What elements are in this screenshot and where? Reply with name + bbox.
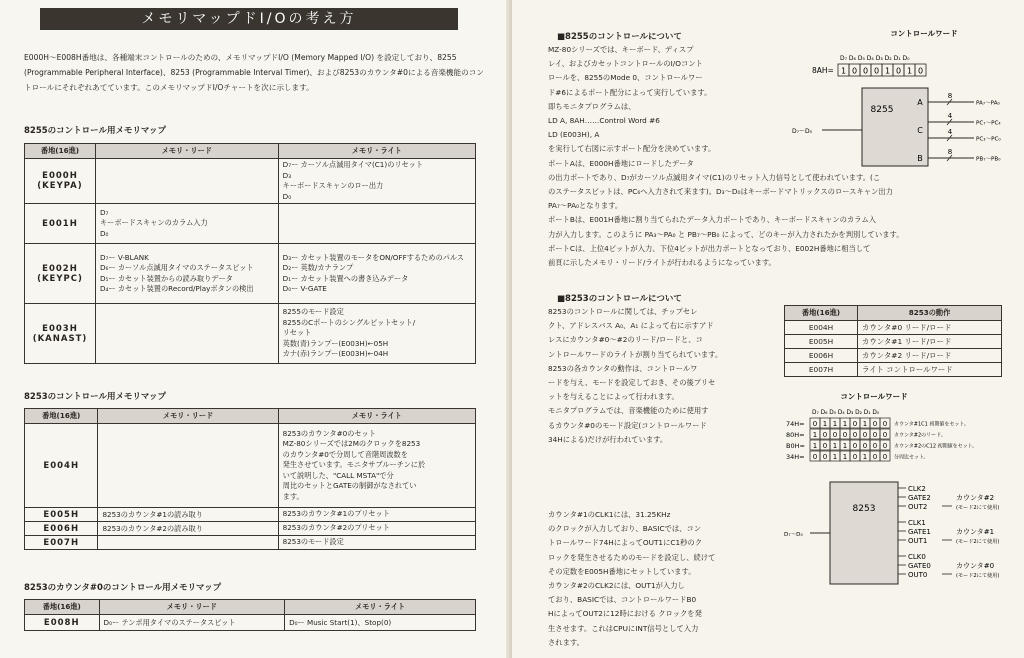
write-line: 英数(青)ランプー(E003H)←05H bbox=[282, 338, 389, 348]
bit-value: 0 bbox=[882, 442, 888, 450]
bit-value: 0 bbox=[822, 442, 828, 450]
chip-name: 8253 bbox=[852, 504, 876, 514]
paragraph-line: 34Hによる)だけが行われています。 bbox=[548, 434, 668, 444]
paragraph-line: クト、アドレスバス A₀、A₁ によって右に示すアド bbox=[548, 321, 714, 331]
column-header-read: メモリ・リード bbox=[95, 144, 278, 159]
table-row bbox=[25, 522, 476, 536]
paragraph-line: ド#6によるポート配分によって実行しています。 bbox=[548, 87, 712, 97]
paragraph-line: レスにカウンタ#0〜#2のリード/ロードと、コ bbox=[548, 335, 703, 345]
write-line: D₃ー カセット装置のモータをON/OFFするためのパルス bbox=[282, 252, 464, 262]
read-cell: 8253のカウンタ#1の読み取り bbox=[98, 508, 278, 522]
column-header-operation: 8253の動作 bbox=[858, 306, 1002, 321]
read-cell bbox=[98, 536, 278, 550]
pin-label: GATE0 bbox=[908, 562, 931, 570]
bit-value: 1 bbox=[812, 431, 818, 439]
hex-value: B0H= bbox=[786, 442, 805, 450]
input-label: D₇〜D₀ bbox=[792, 128, 813, 135]
bit-value: 0 bbox=[872, 453, 878, 461]
output-label: PB₇〜PB₀ bbox=[976, 156, 1001, 163]
pin-label: CLK0 bbox=[908, 553, 926, 561]
table-row bbox=[25, 304, 476, 364]
bus-width: 4 bbox=[947, 128, 953, 136]
counter-label: カウンタ#1 bbox=[956, 528, 995, 536]
bit-value: 0 bbox=[882, 453, 888, 461]
bit-labels: D₇ D₆ D₅ D₄ D₃ D₂ D₁ D₀ bbox=[840, 55, 910, 62]
pin-label: OUT2 bbox=[908, 503, 928, 511]
bit-value: 1 bbox=[842, 442, 848, 450]
write-cell: D₀ー Music Start(1)、Stop(0) bbox=[285, 615, 476, 631]
bit-value: 1 bbox=[840, 66, 847, 76]
read-line: D₇ー V-BLANK bbox=[99, 252, 149, 262]
table-row bbox=[785, 363, 1002, 377]
table-8253-operations bbox=[784, 305, 1002, 377]
bit-value: 1 bbox=[832, 420, 838, 428]
bit-value: 1 bbox=[884, 66, 891, 76]
write-cell bbox=[278, 304, 475, 364]
address-cell: E008H bbox=[25, 615, 100, 631]
paragraph-line: 前頁に示したメモリ・リード/ライトが行われるようになっています。 bbox=[548, 258, 776, 268]
read-cell: D₀ー テンポ用タイマのステータスビット bbox=[99, 615, 285, 631]
hex-value: 34H= bbox=[786, 453, 805, 461]
bit-value: 0 bbox=[862, 442, 868, 450]
bit-value: 0 bbox=[852, 420, 858, 428]
counter-label: カウンタ#0 bbox=[956, 562, 995, 570]
table-row bbox=[785, 335, 1002, 349]
pin-label: CLK2 bbox=[908, 485, 926, 493]
paragraph-line: 力が入力します。このように PA₃〜PA₀ と PB₇〜PB₀ によって、どのキーが入力されたかを判別しています。 bbox=[548, 229, 904, 239]
table-row bbox=[785, 349, 1002, 363]
write-line: 8253のモード設定 bbox=[282, 537, 344, 547]
bit-value: 1 bbox=[812, 442, 818, 450]
column-header-address: 番地(16進) bbox=[785, 306, 858, 321]
output-label: PC₇〜PC₄ bbox=[976, 120, 1001, 127]
paragraph-line: ットを与えることによって行われます。 bbox=[548, 392, 679, 402]
operation-cell: カウンタ#1 リード/ロード bbox=[858, 335, 1002, 349]
bit-value: 0 bbox=[872, 420, 878, 428]
output-label: PA₇〜PA₀ bbox=[976, 100, 1000, 107]
bus-width: 4 bbox=[947, 112, 953, 120]
paragraph-line: 8253のコントロールに関しては、チップセレ bbox=[548, 307, 698, 316]
write-line: 周比のセットとGATEの制御がなされてい bbox=[282, 481, 417, 491]
write-cell bbox=[278, 424, 475, 508]
table-row bbox=[25, 536, 476, 550]
word-note: カウンタ#1C1 初期値をセット。 bbox=[894, 421, 969, 428]
write-cell bbox=[278, 159, 475, 204]
table-row bbox=[25, 244, 476, 304]
address-label: (KANAST) bbox=[32, 333, 88, 344]
bit-value: 1 bbox=[842, 420, 848, 428]
paragraph-line: ードを与え、モードを設定しておき、その後プリセ bbox=[548, 378, 716, 388]
bit-value: 0 bbox=[872, 442, 878, 450]
bit-value: 0 bbox=[852, 442, 858, 450]
hex-value: 8AH= bbox=[812, 66, 834, 75]
write-line: カナ(赤)ランプー(E003H)←04H bbox=[282, 349, 389, 359]
paragraph-line: MZ-80シリーズでは、キーボード、ディスプ bbox=[548, 45, 694, 54]
read-line: D₀ bbox=[99, 228, 109, 238]
read-line: D₄ー カセット装置のRecord/Playボタンの検出 bbox=[99, 284, 254, 293]
bit-value: 1 bbox=[832, 442, 838, 450]
address-cell: E007H bbox=[25, 536, 98, 550]
bit-value: 0 bbox=[873, 66, 880, 76]
bit-value: 0 bbox=[842, 431, 848, 439]
address-cell bbox=[25, 159, 96, 204]
read-line: D₅ー カセット装置からの読み取りデータ bbox=[99, 273, 233, 283]
table-row bbox=[25, 508, 476, 522]
paragraph-line: ロールを、8255のMode 0、コントロールワー bbox=[548, 73, 703, 83]
section-counter0-map-title: 8253のカウンタ#0のコントロール用メモリマップ bbox=[24, 583, 222, 593]
write-line: 発生させています。モニタサブルーチンに於 bbox=[282, 460, 426, 470]
word-note: カウンタ#2のリード。 bbox=[894, 432, 946, 439]
chip-name: 8255 bbox=[870, 105, 894, 115]
paragraph-line: HによってOUT2に12時における クロックを発 bbox=[548, 609, 702, 619]
address-cell: E007H bbox=[785, 363, 858, 377]
read-line: D₇ bbox=[99, 207, 109, 217]
write-cell bbox=[278, 508, 475, 522]
read-cell bbox=[95, 204, 278, 244]
address-label: (KEYPA) bbox=[37, 181, 83, 191]
bit-value: 0 bbox=[862, 431, 868, 439]
input-label: D₇〜D₀ bbox=[784, 532, 803, 538]
diagram-title: コントロールワード bbox=[840, 392, 908, 401]
bit-value: 0 bbox=[895, 66, 902, 76]
address-value: E000H bbox=[42, 171, 78, 181]
diagram-8253-counters bbox=[782, 476, 1018, 588]
bit-value: 0 bbox=[832, 431, 838, 439]
paragraph-8253-control bbox=[548, 305, 784, 447]
address-cell bbox=[25, 244, 96, 304]
paragraph-line: ポートCは、上位4ビットが入力、下位4ビットが出力ポートとなっており、E002H番地に相当して bbox=[548, 243, 871, 253]
paragraph-line: PA₇〜PA₀となります。 bbox=[548, 201, 623, 211]
counter-note: (モード2にて使用) bbox=[956, 539, 1000, 545]
paragraph-line: カウンタ#1のCLK1には、31.25KHz bbox=[548, 510, 671, 519]
write-line: 8255のモード設定 bbox=[282, 307, 344, 317]
read-cell bbox=[95, 244, 278, 304]
chip-body bbox=[830, 482, 898, 584]
paragraph-line: るカウンタ#0のモード設定(コントロールワード bbox=[548, 420, 707, 430]
address-cell: E006H bbox=[25, 522, 98, 536]
bit-value: 0 bbox=[822, 431, 828, 439]
section-8253-control-title: ■8253のコントロールについて bbox=[557, 294, 682, 304]
hex-value: 74H= bbox=[786, 420, 805, 428]
bit-value: 0 bbox=[822, 453, 828, 461]
output-label: PC₃〜PC₀ bbox=[976, 136, 1001, 143]
write-line: キーボードスキャンのロー出力 bbox=[282, 181, 384, 190]
write-line: D₀ bbox=[282, 191, 292, 201]
write-cell bbox=[278, 522, 475, 536]
paragraph-line: のステータスビットは、PC₆へ入力されて来ます)。D₃〜D₀はキーボードマトリックスのロースキャン出力 bbox=[548, 187, 893, 197]
section-8255-control-title: ■8255のコントロールについて bbox=[557, 32, 682, 42]
paragraph-line: モニタプログラムでは、音楽機能のために使用す bbox=[548, 406, 709, 416]
address-value: E003H bbox=[42, 323, 78, 334]
paragraph-line: LD A, 8AH‥‥‥Control Word #6 bbox=[548, 116, 660, 126]
write-line: D₃ bbox=[282, 170, 292, 180]
paragraph-line: ロックを発生させるためのモードを設定し、続けて bbox=[548, 552, 716, 562]
write-line: のカウンタ#0で分周して音階周波数を bbox=[282, 449, 408, 459]
pin-label: OUT0 bbox=[908, 571, 928, 579]
paragraph-line: ポートAは、E000H番地にロードしたデータ bbox=[548, 158, 694, 168]
table-8255-map bbox=[24, 143, 476, 364]
paragraph-line: ており、BASICでは、コントロールワードB0 bbox=[548, 595, 697, 605]
paragraph-line: LD (E003H), A bbox=[548, 130, 600, 140]
write-line: 8253のカウンタ#1のプリセット bbox=[282, 509, 390, 519]
column-header-write: メモリ・ライト bbox=[285, 600, 476, 615]
bit-value: 1 bbox=[862, 420, 868, 428]
bus-width: 8 bbox=[947, 148, 953, 156]
column-header-write: メモリ・ライト bbox=[278, 144, 475, 159]
table-row bbox=[25, 204, 476, 244]
right-page bbox=[512, 0, 1024, 658]
write-line: リセット bbox=[282, 328, 312, 338]
page-title: メモリマップドI/Oの考え方 bbox=[40, 8, 458, 30]
paragraph-line: トロールワード74HによってOUT1にC1秒のク bbox=[548, 538, 702, 548]
write-cell bbox=[278, 244, 475, 304]
read-cell: 8253のカウンタ#2の読み取り bbox=[98, 522, 278, 536]
read-line: D₆ー カーソル点滅用タイマのステータスビット bbox=[99, 263, 254, 272]
bit-value: 1 bbox=[822, 420, 828, 428]
diagram-title: コントロールワード bbox=[890, 29, 958, 38]
address-cell: E005H bbox=[25, 508, 98, 522]
address-cell: E006H bbox=[785, 349, 858, 363]
hex-value: 80H= bbox=[786, 431, 805, 439]
column-header-addr: 番地(16進) bbox=[25, 144, 96, 159]
column-header-addr: 番地(16進) bbox=[25, 600, 100, 615]
address-cell: E004H bbox=[25, 424, 98, 508]
bit-value: 1 bbox=[842, 453, 848, 461]
counter-label: カウンタ#2 bbox=[956, 494, 995, 502]
address-cell bbox=[25, 204, 96, 244]
write-line: D₁ー カセット装置への書き込みデータ bbox=[282, 273, 409, 283]
port-label: A bbox=[917, 98, 923, 107]
paragraph-line: ポートBは、E001H番地に割り当てられたデータ入力ポートであり、キーボードスキャンのカラム入 bbox=[548, 215, 877, 225]
pin-label: GATE2 bbox=[908, 494, 931, 502]
operation-cell: カウンタ#0 リード/ロード bbox=[858, 321, 1002, 335]
bit-value: 0 bbox=[882, 420, 888, 428]
paragraph-line: を実行して右図に示すポート配分を決めています。 bbox=[548, 144, 716, 154]
column-header-addr: 番地(16進) bbox=[25, 409, 98, 424]
paragraph-line: ントロールワードのライトが割り当てられています。 bbox=[548, 349, 723, 359]
bit-value: 0 bbox=[812, 420, 818, 428]
bit-value: 0 bbox=[862, 66, 869, 76]
paragraph-line: 8253の各カウンタの動作は、コントロールワ bbox=[548, 363, 698, 373]
word-note: 分周比セット。 bbox=[894, 454, 929, 461]
table-row bbox=[25, 424, 476, 508]
bit-value: 0 bbox=[812, 453, 818, 461]
section-8255-map-title: 8255のコントロール用メモリマップ bbox=[24, 126, 166, 136]
operation-cell: カウンタ#2 リード/ロード bbox=[858, 349, 1002, 363]
bit-value: 0 bbox=[872, 431, 878, 439]
write-line: D₀ー V-GATE bbox=[282, 284, 327, 293]
bit-value: 1 bbox=[862, 453, 868, 461]
column-header-read: メモリ・リード bbox=[98, 409, 278, 424]
read-cell bbox=[95, 159, 278, 204]
address-cell: E005H bbox=[785, 335, 858, 349]
table-counter0-map bbox=[24, 599, 476, 631]
table-row bbox=[785, 321, 1002, 335]
bit-value: 1 bbox=[906, 66, 913, 76]
paragraph-line: されます。 bbox=[548, 637, 584, 647]
read-line: キーボードスキャンのカラム入力 bbox=[99, 218, 208, 228]
column-header-read: メモリ・リード bbox=[99, 600, 285, 615]
bus-width: 8 bbox=[947, 92, 953, 100]
column-header-write: メモリ・ライト bbox=[278, 409, 475, 424]
bit-value: 0 bbox=[852, 431, 858, 439]
bit-value: 0 bbox=[852, 453, 858, 461]
pin-label: OUT1 bbox=[908, 537, 928, 545]
paragraph-line: レイ、およびカセットコントロールのI/Oコント bbox=[548, 59, 703, 69]
operation-cell: ライト コントロールワード bbox=[858, 363, 1002, 377]
bit-value: 1 bbox=[832, 453, 838, 461]
address-cell: E004H bbox=[785, 321, 858, 335]
table-row bbox=[25, 159, 476, 204]
address-cell bbox=[25, 304, 96, 364]
diagram-control-words bbox=[782, 388, 1018, 480]
bit-value: 0 bbox=[882, 431, 888, 439]
port-label: C bbox=[917, 126, 923, 135]
section-8253-map-title: 8253のコントロール用メモリマップ bbox=[24, 392, 166, 402]
paragraph-line: 生させます。これはCPUにINT信号として入力 bbox=[548, 623, 699, 633]
paragraph-line: のクロックが入力しており、BASICでは、コン bbox=[548, 524, 702, 534]
paragraph-line: 即ちモニタプログラムは、 bbox=[548, 101, 636, 111]
bit-value: 0 bbox=[917, 66, 924, 76]
paragraph-line: カウンタ#2のCLK2には、OUT1が入力し bbox=[548, 581, 685, 591]
diagram-8255-ports bbox=[782, 26, 1018, 174]
write-line: いて説明した、"CALL MSTA"で分 bbox=[282, 470, 394, 480]
write-cell bbox=[278, 536, 475, 550]
word-note: カウンタ#2のC12 初期値をセット。 bbox=[894, 443, 978, 450]
address-label: (KEYPC) bbox=[37, 273, 83, 284]
address-value: E001H bbox=[42, 218, 78, 229]
address-value: E002H bbox=[42, 263, 78, 274]
write-line: MZ-80シリーズでは2Mのクロックを8253 bbox=[282, 439, 421, 449]
bit-value: 0 bbox=[851, 66, 858, 76]
table-row bbox=[25, 615, 476, 631]
intro-paragraph: E000H〜E008H番地は、各種端末コントロールのための、メモリマップドI/O (Memory Mapped I/O) を設定しており、8255 (Programmable Peripheral Interface)、8253 (Programmable Interval Timer)、および8253のカウンタ#0による音楽機能のコントロールにそれぞれあてています。このメモリマップドI/Oチャートを次に示します。 bbox=[24, 53, 484, 92]
paragraph-line: の出力ポートであり、D₇がカーソル点滅用タイマ(C1)のリセット入力信号として使われています。(こ bbox=[548, 172, 881, 182]
table-8253-map bbox=[24, 408, 476, 550]
write-line: 8253のカウンタ#0のセット bbox=[282, 428, 376, 438]
write-line: D₂ー 英数/カナランプ bbox=[282, 263, 354, 272]
write-line: D₇ー カーソル点滅用タイマ(C1)のリセット bbox=[282, 160, 424, 169]
bit-labels: D₇ D₆ D₅ D₄ D₃ D₂ D₁ D₀ bbox=[812, 410, 880, 416]
pin-label: CLK1 bbox=[908, 519, 926, 527]
read-cell bbox=[95, 304, 278, 364]
paragraph-line: その定数をE005H番地にセットしています。 bbox=[548, 566, 696, 576]
pin-label: GATE1 bbox=[908, 528, 931, 536]
write-line: ます。 bbox=[282, 491, 304, 501]
write-line: 8253のカウンタ#2のプリセット bbox=[282, 523, 390, 533]
read-cell bbox=[98, 424, 278, 508]
write-line: 8255のCポートのシングルビットセット/ bbox=[282, 317, 416, 327]
counter-note: (モード2にて使用) bbox=[956, 573, 1000, 579]
counter-note: (モード2にて使用) bbox=[956, 505, 1000, 511]
port-label: B bbox=[917, 154, 923, 163]
paragraph-counter-usage bbox=[548, 508, 784, 650]
write-cell bbox=[278, 204, 475, 244]
